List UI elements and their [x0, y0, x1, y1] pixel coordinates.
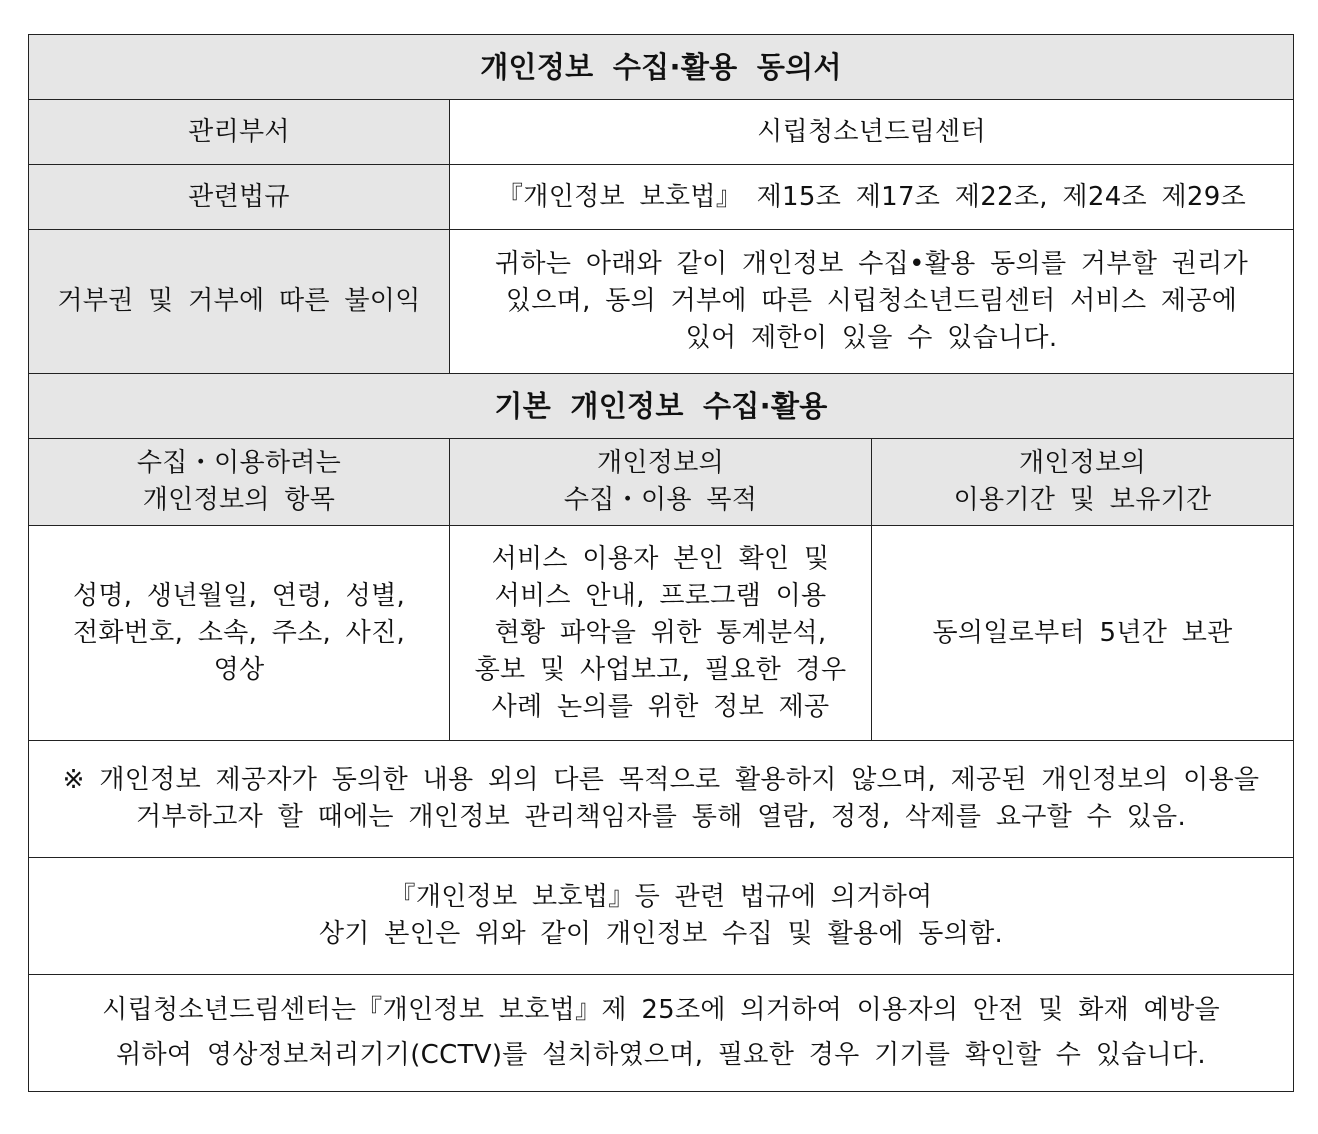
items-line: 성명, 생년월일, 연령, 성별, [72, 580, 406, 611]
basic-section-title: 기본 개인정보 수집·활용 [29, 374, 1294, 439]
col-header-period [872, 439, 1294, 526]
refusal-row [29, 230, 1294, 374]
dept-label: 관리부서 [29, 100, 450, 165]
purpose-line: 홍보 및 사업보고, 필요한 경우 [474, 654, 847, 685]
cctv-text [29, 975, 1294, 1092]
purpose-line: 현황 파악을 위한 통계분석, [494, 617, 827, 648]
law-value: 『개인정보 보호법』 제15조 제17조 제22조, 제24조 제29조 [450, 165, 1294, 230]
basic-content-row [29, 526, 1294, 741]
col-header-line: 개인정보의 [1018, 448, 1147, 478]
items-line: 전화번호, 소속, 주소, 사진, [72, 617, 406, 648]
notice-line: 거부하고자 할 때에는 개인정보 관리책임자를 통해 열람, 정정, 삭제를 요구할 수 있음. [135, 802, 1187, 832]
law-row [29, 165, 1294, 230]
purpose-cell [450, 526, 872, 741]
cctv-line: 시립청소년드림센터는『개인정보 보호법』제 25조에 의거하여 이용자의 안전 및 화재 예방을 [102, 995, 1220, 1025]
col-header-line: 개인정보의 [596, 448, 725, 478]
purpose-line: 사례 논의를 위한 정보 제공 [491, 691, 830, 722]
refusal-line: 있으며, 동의 거부에 따른 시립청소년드림센터 서비스 제공에 [505, 286, 1238, 316]
refusal-line: 있어 제한이 있을 수 있습니다. [685, 323, 1058, 353]
items-line: 영상 [213, 654, 265, 685]
purpose-line: 서비스 이용자 본인 확인 및 [491, 543, 830, 574]
notice-row [29, 741, 1294, 858]
period-cell: 동의일로부터 5년간 보관 [872, 526, 1294, 741]
col-header-line: 이용기간 및 보유기간 [953, 485, 1212, 515]
basic-header-row [29, 439, 1294, 526]
dept-value: 시립청소년드림센터 [450, 100, 1294, 165]
purpose-line: 서비스 안내, 프로그램 이용 [494, 580, 827, 611]
dept-row [29, 100, 1294, 165]
items-cell [29, 526, 450, 741]
col-header-purpose [450, 439, 872, 526]
notice-line: ※ 개인정보 제공자가 동의한 내용 외의 다른 목적으로 활용하지 않으며, 제공된 개인정보의 이용을 [62, 765, 1260, 795]
consent-line: 상기 본인은 위와 같이 개인정보 수집 및 활용에 동의함. [318, 919, 1004, 949]
notice-text [29, 741, 1294, 858]
consent-line: 『개인정보 보호법』등 관련 법규에 의거하여 [389, 882, 933, 912]
law-label: 관련법규 [29, 165, 450, 230]
col-header-line: 수집・이용하려는 [136, 448, 342, 478]
col-header-items [29, 439, 450, 526]
refusal-label: 거부권 및 거부에 따른 불이익 [29, 230, 450, 374]
refusal-text [450, 230, 1294, 374]
cctv-row [29, 975, 1294, 1092]
cctv-line: 위하여 영상정보처리기기(CCTV)를 설치하였으며, 필요한 경우 기기를 확인할 수 있습니다. [116, 1040, 1206, 1070]
consent-form-table [28, 34, 1294, 1092]
consent-row [29, 858, 1294, 975]
col-header-line: 개인정보의 항목 [142, 485, 336, 515]
form-title-row [29, 35, 1294, 100]
refusal-line: 귀하는 아래와 같이 개인정보 수집•활용 동의를 거부할 권리가 [495, 249, 1248, 279]
col-header-line: 수집・이용 목적 [563, 485, 758, 515]
form-title: 개인정보 수집·활용 동의서 [29, 35, 1294, 100]
consent-text [29, 858, 1294, 975]
basic-title-row [29, 374, 1294, 439]
